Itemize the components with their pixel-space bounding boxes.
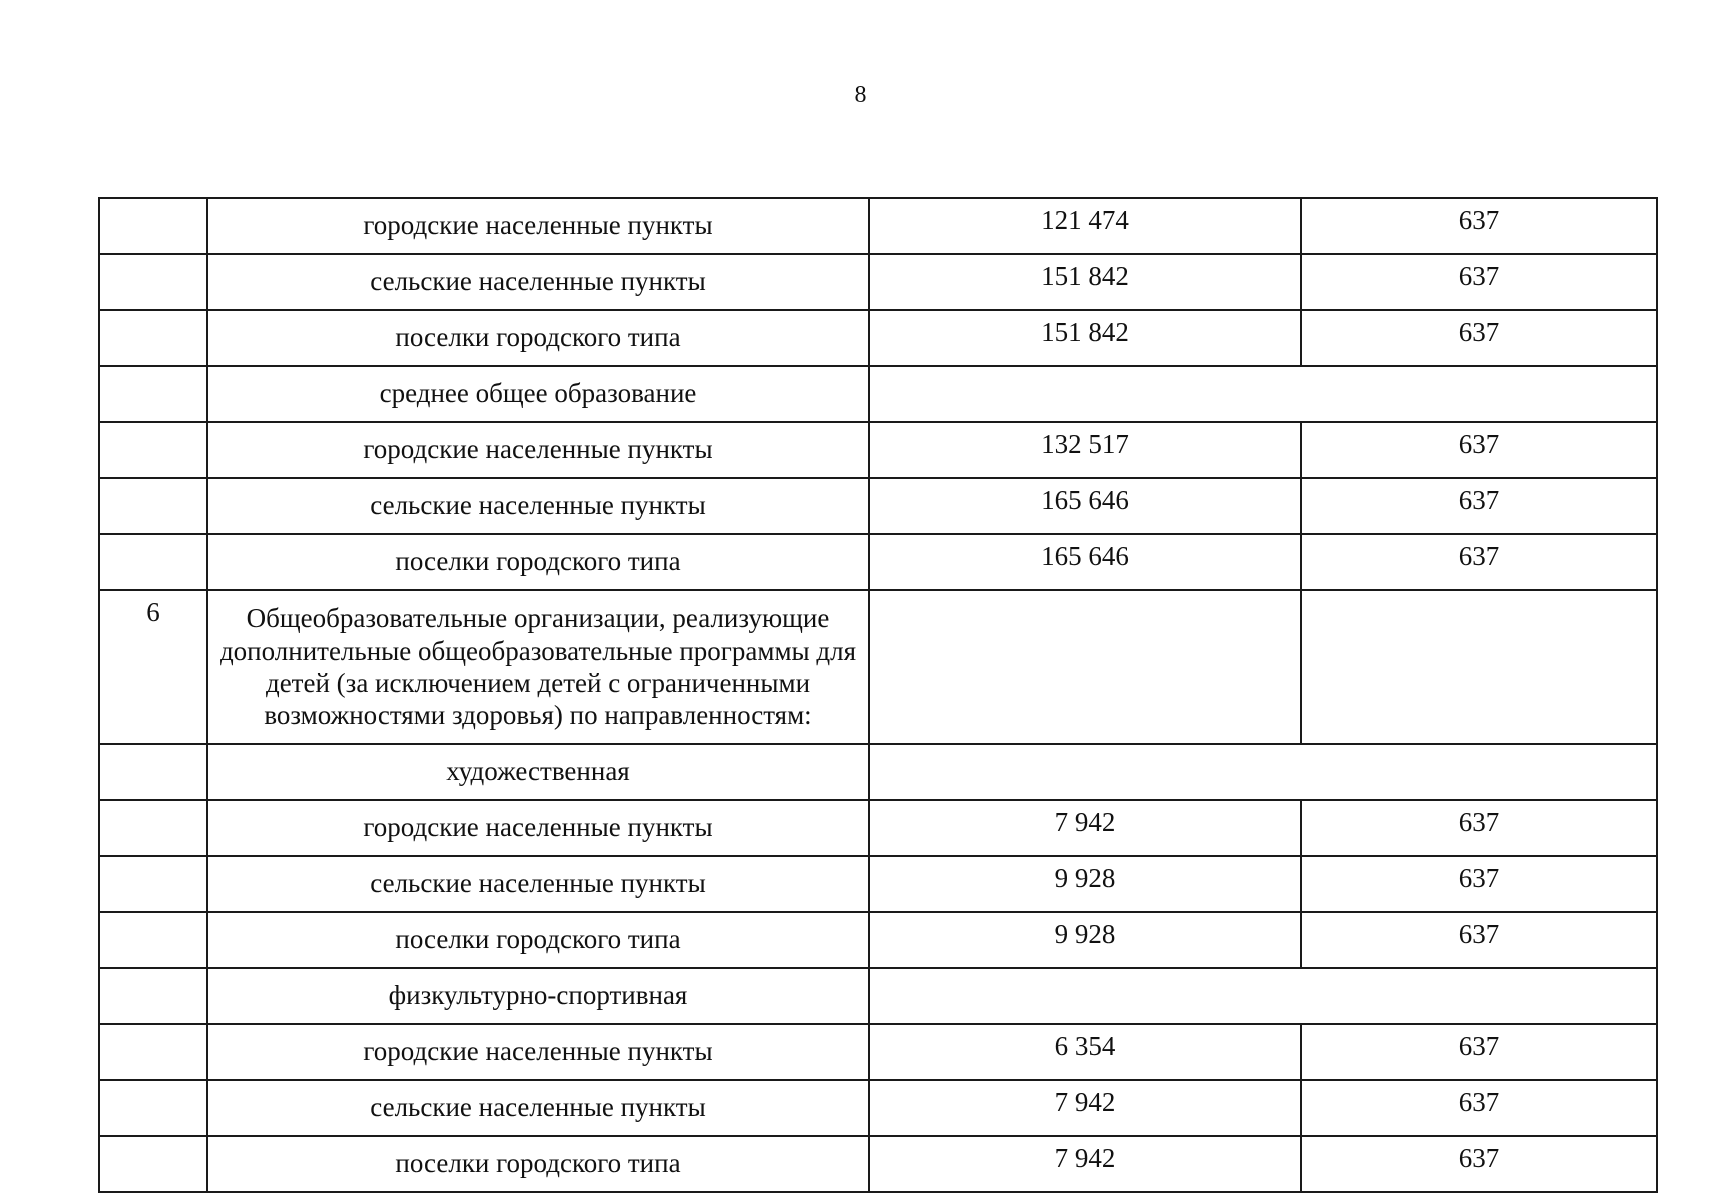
- value-cell: [1301, 590, 1657, 744]
- row-number-cell: [99, 478, 207, 534]
- row-number-cell: [99, 912, 207, 968]
- table-row: [99, 422, 1657, 478]
- value-cell: 151 842: [869, 254, 1301, 310]
- table-row: [99, 912, 1657, 968]
- value-cell: 637: [1301, 478, 1657, 534]
- group-heading-cell: художественная: [207, 744, 869, 800]
- table-row: [99, 1136, 1657, 1192]
- row-name-cell: городские населенные пункты: [207, 422, 869, 478]
- row-number-cell: [99, 968, 207, 1024]
- value-cell: 9 928: [869, 912, 1301, 968]
- value-cell: 7 942: [869, 1136, 1301, 1192]
- value-cell: 637: [1301, 310, 1657, 366]
- table-row: [99, 856, 1657, 912]
- row-name-cell: поселки городского типа: [207, 534, 869, 590]
- value-cell: 637: [1301, 1136, 1657, 1192]
- row-number-cell: [99, 422, 207, 478]
- value-cell: 637: [1301, 1024, 1657, 1080]
- value-cell: 151 842: [869, 310, 1301, 366]
- value-cell: 165 646: [869, 534, 1301, 590]
- row-number-cell: [99, 310, 207, 366]
- value-cell: 121 474: [869, 198, 1301, 254]
- value-cell: 637: [1301, 198, 1657, 254]
- empty-value-cell: [869, 366, 1657, 422]
- table-row: [99, 534, 1657, 590]
- row-name-cell: сельские населенные пункты: [207, 1080, 869, 1136]
- table-row: [99, 310, 1657, 366]
- row-number-cell: [99, 198, 207, 254]
- empty-value-cell: [869, 968, 1657, 1024]
- data-table: [98, 197, 1658, 1193]
- group-row: [99, 968, 1657, 1024]
- table-row: [99, 1080, 1657, 1136]
- table-row: [99, 800, 1657, 856]
- row-number-cell: [99, 1024, 207, 1080]
- row-name-cell: сельские населенные пункты: [207, 254, 869, 310]
- row-number-cell: [99, 366, 207, 422]
- value-cell: 9 928: [869, 856, 1301, 912]
- group-heading-cell: среднее общее образование: [207, 366, 869, 422]
- row-number-cell: [99, 534, 207, 590]
- row-number-cell: [99, 800, 207, 856]
- row-name-cell: поселки городского типа: [207, 310, 869, 366]
- value-cell: 165 646: [869, 478, 1301, 534]
- value-cell: 637: [1301, 254, 1657, 310]
- page-number: 8: [854, 82, 867, 108]
- table-row: [99, 478, 1657, 534]
- value-cell: 637: [1301, 856, 1657, 912]
- row-name-cell: сельские населенные пункты: [207, 478, 869, 534]
- value-cell: 637: [1301, 422, 1657, 478]
- value-cell: 132 517: [869, 422, 1301, 478]
- row-number-cell: 6: [99, 590, 207, 744]
- section-row: [99, 590, 1657, 744]
- value-cell: 7 942: [869, 800, 1301, 856]
- group-heading-cell: физкультурно-спортивная: [207, 968, 869, 1024]
- table-row: [99, 254, 1657, 310]
- table-row: [99, 198, 1657, 254]
- row-number-cell: [99, 744, 207, 800]
- row-name-cell: поселки городского типа: [207, 912, 869, 968]
- value-cell: 6 354: [869, 1024, 1301, 1080]
- value-cell: 637: [1301, 912, 1657, 968]
- value-cell: 637: [1301, 1080, 1657, 1136]
- row-name-cell: поселки городского типа: [207, 1136, 869, 1192]
- value-cell: 637: [1301, 800, 1657, 856]
- empty-value-cell: [869, 744, 1657, 800]
- group-row: [99, 366, 1657, 422]
- row-number-cell: [99, 856, 207, 912]
- row-name-cell: городские населенные пункты: [207, 800, 869, 856]
- value-cell: 7 942: [869, 1080, 1301, 1136]
- group-row: [99, 744, 1657, 800]
- value-cell: 637: [1301, 534, 1657, 590]
- row-number-cell: [99, 254, 207, 310]
- value-cell: [869, 590, 1301, 744]
- row-number-cell: [99, 1080, 207, 1136]
- section-title-cell: Общеобразовательные организации, реализующие дополнительные общеобразовательные программы для детей (за исключением детей с ограниченными возможностями здоровья) по направленностям:: [207, 590, 869, 744]
- row-name-cell: городские населенные пункты: [207, 198, 869, 254]
- row-name-cell: сельские населенные пункты: [207, 856, 869, 912]
- row-number-cell: [99, 1136, 207, 1192]
- table-row: [99, 1024, 1657, 1080]
- table-body: [99, 198, 1657, 1192]
- row-name-cell: городские населенные пункты: [207, 1024, 869, 1080]
